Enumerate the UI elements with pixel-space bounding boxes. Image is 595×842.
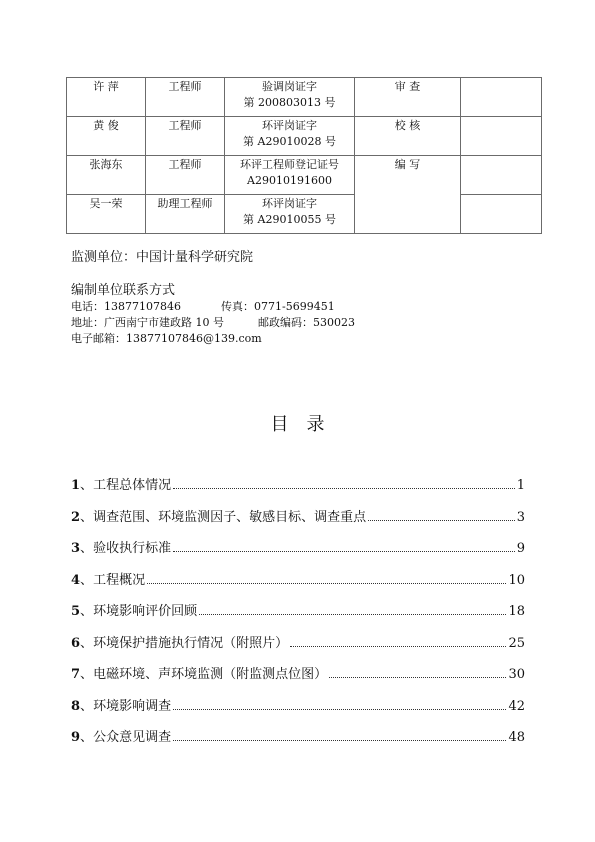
signature-cell [461,117,542,156]
toc-leader [147,583,506,584]
toc-separator: 、 [80,572,94,588]
cert-line: A29010191600 [247,174,332,187]
cert-line: 环评岗证字 [262,197,317,210]
phone-value: 13877107846 [104,300,181,313]
toc-title-text: 环境保护措施执行情况（附照片） [93,635,289,651]
cert-line: 第 A29010055 号 [243,213,336,226]
toc-page: 42 [508,698,525,714]
toc-title-text: 公众意见调查 [93,730,172,745]
toc-number: 6 [71,635,81,651]
toc-item[interactable] [71,600,525,632]
toc-leader [368,520,515,521]
toc-title-char: 目 [270,414,289,435]
cert-line: 环评工程师登记证号 [240,158,339,171]
toc-leader [173,740,506,741]
cert-line: 环评岗证字 [262,119,317,132]
staff-title: 助理工程师 [146,195,225,234]
toc-title [0,410,595,436]
fax-label: 传真： [221,300,254,313]
toc-number: 2 [71,509,81,525]
signature-cell [461,78,542,117]
table-of-contents [71,474,525,758]
toc-title-text: 工程概况 [93,572,146,588]
staff-role: 编 写 [355,156,461,234]
phone-label: 电话： [71,300,104,313]
toc-leader [329,677,506,678]
toc-item[interactable] [71,663,525,695]
toc-number: 1 [71,478,81,493]
staff-title: 工程师 [146,156,225,195]
monitoring-unit [71,249,253,267]
toc-title-text: 验收执行标准 [93,541,172,556]
fax-value: 0771-5699451 [254,300,335,313]
toc-number: 9 [71,730,81,745]
toc-separator: 、 [80,604,94,619]
staff-title: 工程师 [146,78,225,117]
toc-item[interactable] [71,537,525,569]
cert-line: 第 A29010028 号 [243,135,336,148]
staff-name: 吴一荣 [67,195,146,234]
email-label: 电子邮箱： [71,332,126,345]
toc-title-text: 工程总体情况 [93,478,172,493]
staff-row [67,156,542,195]
staff-name: 许 萍 [67,78,146,117]
staff-row [67,195,542,234]
toc-title-text: 环境影响评价回顾 [93,604,198,619]
postcode-label: 邮政编码： [258,316,313,329]
staff-name: 张海东 [67,156,146,195]
address-value: 广西南宁市建政路 10 号 [104,316,224,329]
phone-fax-row [71,299,355,315]
toc-separator: 、 [80,478,94,493]
postcode-value: 530023 [313,316,355,329]
toc-page: 30 [508,667,525,682]
toc-title-char: 录 [306,414,325,435]
cert-line: 验调岗证字 [262,80,317,93]
toc-page: 10 [508,572,525,588]
toc-page: 1 [516,478,525,493]
staff-role: 审 查 [355,78,461,117]
toc-item[interactable] [71,726,525,758]
monitoring-unit-label: 监测单位： [71,250,137,265]
staff-row [67,117,542,156]
staff-cert [225,195,355,234]
toc-number: 7 [71,667,81,682]
signature-cell [461,195,542,234]
toc-item[interactable] [71,695,525,727]
email-row [71,331,355,347]
monitoring-unit-name: 中国计量科学研究院 [136,250,254,265]
toc-separator: 、 [80,509,94,525]
toc-page: 48 [508,730,525,745]
toc-title-text: 环境影响调查 [93,698,172,714]
staff-cert [225,156,355,195]
toc-leader [173,488,515,489]
contact-heading: 编制单位联系方式 [71,283,176,298]
email-value: 13877107846@139.com [126,332,262,345]
toc-title-text: 电磁环境、声环境监测（附监测点位图） [93,667,328,682]
toc-number: 5 [71,604,81,619]
toc-number: 4 [71,572,81,588]
toc-separator: 、 [80,698,94,714]
toc-page: 25 [508,635,525,651]
toc-page: 9 [516,541,525,556]
toc-item[interactable] [71,632,525,664]
toc-item[interactable] [71,506,525,538]
toc-page: 18 [508,604,525,619]
staff-name: 黄 俊 [67,117,146,156]
toc-separator: 、 [80,541,94,556]
toc-leader [173,551,515,552]
staff-cert [225,117,355,156]
staff-table [66,77,542,234]
staff-row [67,78,542,117]
toc-item[interactable] [71,474,525,506]
staff-title: 工程师 [146,117,225,156]
address-label: 地址： [71,316,104,329]
toc-separator: 、 [80,730,94,745]
cert-line: 第 200803013 号 [243,96,336,109]
toc-separator: 、 [80,635,94,651]
toc-leader [199,614,506,615]
toc-separator: 、 [80,667,94,682]
toc-title-text: 调查范围、环境监测因子、敏感目标、调查重点 [93,509,367,525]
toc-leader [173,709,506,710]
toc-leader [290,646,506,647]
signature-cell [461,156,542,195]
contact-block [71,282,355,347]
staff-role: 校 核 [355,117,461,156]
staff-cert [225,78,355,117]
toc-number: 3 [71,541,81,556]
toc-item[interactable] [71,569,525,601]
toc-number: 8 [71,698,81,714]
toc-page: 3 [516,509,525,525]
address-row [71,315,355,331]
